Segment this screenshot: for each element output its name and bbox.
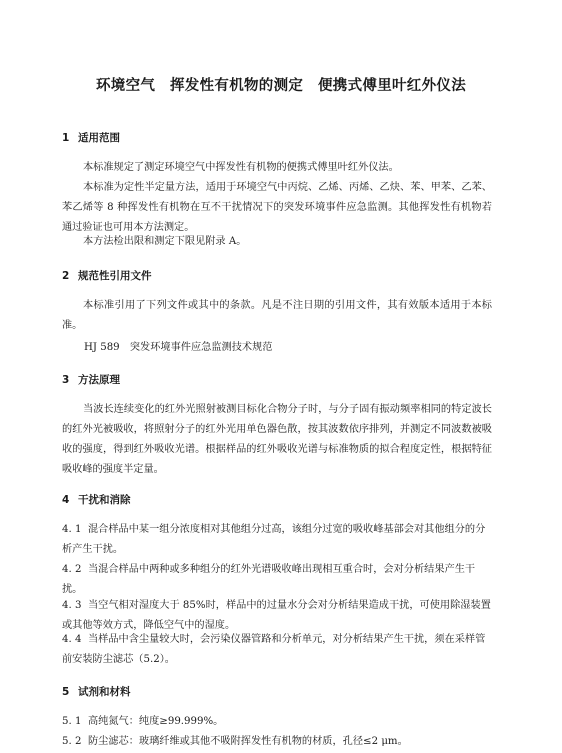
- section-number: 4: [62, 494, 70, 506]
- section-4-heading: [62, 492, 131, 507]
- section-title: 规范性引用文件: [78, 270, 152, 282]
- list-item: [62, 630, 492, 670]
- item-text: 当混合样品中两种或多种组分的红外光谱吸收峰出现相互重合时，会对分析结果产生干扰。: [62, 564, 476, 595]
- section-title: 干扰和消除: [78, 494, 131, 506]
- section-3-heading: [62, 372, 120, 387]
- item-number: 4. 4: [62, 634, 82, 645]
- s1-paragraph-2: 本标准为定性半定量方法，适用于环境空气中丙烷、乙烯、丙烯、乙炔、苯、甲苯、乙苯、苯乙烯等 8 种挥发性有机物在互不干扰情况下的突发环境事件应急监测。其他挥发性有机物若通过验证也可用本方法测定。: [62, 182, 492, 233]
- item-number: 4. 1: [62, 524, 82, 535]
- reference-item: HJ 589 突发环境事件应急监测技术规范: [84, 342, 273, 353]
- section-number: 1: [62, 132, 70, 144]
- document-title: 环境空气 挥发性有机物的测定 便携式傅里叶红外仪法: [96, 78, 466, 94]
- s3-paragraph-1: 当波长连续变化的红外光照射被测目标化合物分子时，与分子固有振动频率相同的特定波长的红外光被吸收，将照射分子的红外光用单色器色散，按其波数依序排列，并测定不同波数被吸收的强度，得到红外吸收光谱。根据样品的红外吸收光谱与标准物质的拟合程度定性，根据特征吸收峰的强度半定量。: [62, 404, 492, 475]
- list-item: [62, 520, 492, 560]
- list-item: [62, 712, 492, 732]
- item-number: 5. 2: [62, 736, 82, 747]
- s2-paragraph-1: 本标准引用了下列文件或其中的条款。凡是不注日期的引用文件，其有效版本适用于本标准。: [62, 300, 492, 331]
- s1-paragraph-3: 本方法检出限和测定下限见附录 A。: [83, 236, 247, 247]
- s1-paragraph-1: 本标准规定了测定环境空气中挥发性有机物的便携式傅里叶红外仪法。: [83, 162, 399, 173]
- item-text: 高纯氮气：纯度≥99.999%。: [88, 716, 224, 727]
- list-item: [62, 732, 492, 752]
- item-text: 当空气相对湿度大于 85%时，样品中的过量水分会对分析结果造成干扰，可使用除湿装置或其他等效方式，降低空气中的湿度。: [62, 600, 491, 631]
- section-5-heading: [62, 684, 131, 699]
- section-title: 方法原理: [78, 374, 120, 386]
- item-number: 4. 3: [62, 600, 82, 611]
- item-text: 混合样品中某一组分浓度相对其他组分过高，该组分过宽的吸收峰基部会对其他组分的分析产生干扰。: [62, 524, 486, 555]
- item-text: 防尘滤芯：玻璃纤维或其他不吸附挥发性有机物的材质，孔径≤2 μm。: [88, 736, 408, 747]
- section-number: 2: [62, 270, 70, 282]
- section-number: 5: [62, 686, 70, 698]
- section-number: 3: [62, 374, 70, 386]
- item-text: 当样品中含尘量较大时，会污染仪器管路和分析单元，对分析结果产生干扰，须在采样管前安装防尘滤芯（5.2）。: [62, 634, 486, 665]
- section-2-heading: [62, 268, 152, 283]
- section-1-heading: [62, 130, 120, 145]
- item-number: 5. 1: [62, 716, 82, 727]
- list-item: [62, 560, 492, 600]
- section-title: 适用范围: [78, 132, 120, 144]
- item-number: 4. 2: [62, 564, 82, 575]
- section-title: 试剂和材料: [78, 686, 131, 698]
